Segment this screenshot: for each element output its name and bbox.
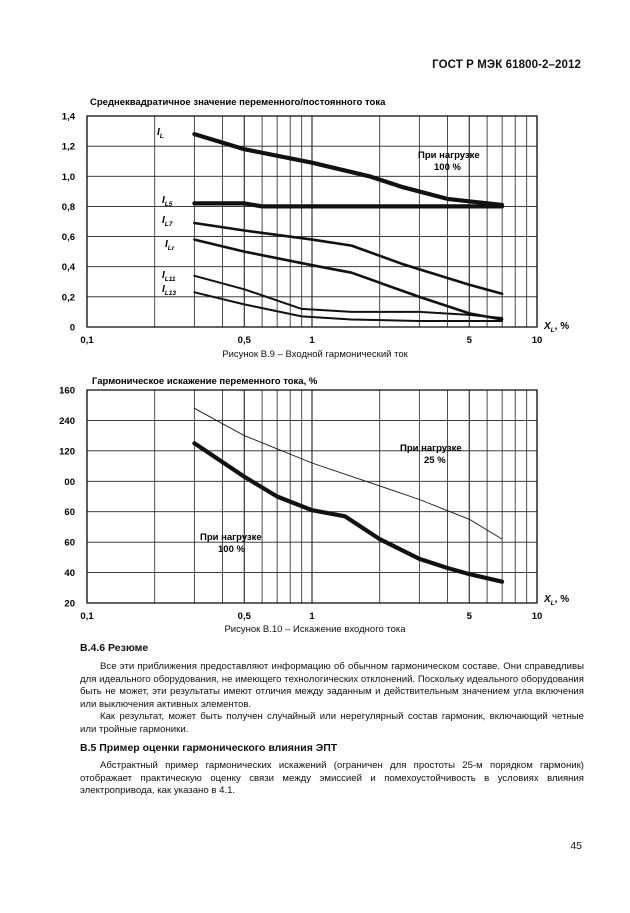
y-tick-label: 0,8 [61,201,75,213]
y-tick-label: 40 [64,568,75,580]
x-tick-label: 0,1 [80,611,94,622]
series-label-I-L11: $I_{L11}$ [162,270,176,283]
annotation-100-line-1: При нагрузке [200,532,262,543]
y-tick-label: 120 [59,446,75,458]
page-number: 45 [570,840,582,852]
x-tick-label: 0,5 [237,611,251,622]
annotation-line-1: При нагрузке [418,150,480,161]
figure-b10-caption: Рисунок B.10 – Искажение входного тока [224,624,406,635]
x-tick-label: 10 [531,335,543,346]
series-line--100- [194,443,502,581]
x-tick-label: 0,1 [80,335,94,346]
y-tick-label: 1,2 [61,141,75,153]
y-tick-label: 0 [69,322,75,334]
y-tick-label: 1,4 [61,111,75,123]
annotation-line-2: 100 % [434,162,461,173]
section-heading-b46: B.4.6 Резюме [80,642,149,654]
annotation-25-line-2: 25 % [424,455,446,466]
paragraph: Как результат, может быть получен случайный или нерегулярный состав гармоник, включающий четные или тройные гармоники. [80,711,584,735]
x-tick-label: 0,5 [237,335,251,346]
annotation-100-line-2: 100 % [218,544,245,555]
x-axis-label: $X_L$, % [544,594,570,607]
y-tick-label: 00 [64,476,75,488]
y-tick-label: 1,0 [61,171,75,183]
chart-title: Среднеквадратичное значение переменного/постоянного тока [90,97,386,108]
y-tick-label: 240 [59,415,75,427]
x-tick-label: 5 [466,611,472,622]
y-tick-label: 0,4 [61,262,75,274]
y-tick-label: 0,6 [61,232,75,244]
paragraph: Абстрактный пример гармонических искажений (ограничен для простоты 25-м порядком гармоник) отображает практическую оценку связи между эмиссией и помехоустойчивость в условиях влияния электропривода, как указано в 4.1. [80,760,584,797]
annotation-25-line-1: При нагрузке [400,443,462,454]
series-label-I-L5: $I_{L5}$ [162,195,173,208]
series-label-I-L13: $I_{L13}$ [162,284,176,297]
paragraph: Все эти приближения предоставляют информацию об обычном гармоническом составе. Они справедливы для идеального оборудования, не имеющего технологических отклонений. Поскольку идеального оборудования быть не может, эти результаты имеют отличия между заданным и действительным значением угла включения или выключения активных элементов. [80,661,584,710]
series-label-I-Lr: $I_{Lr}$ [165,239,175,252]
x-tick-label: 1 [309,611,315,622]
document-header: ГОСТ Р МЭК 61800-2–2012 [432,59,581,71]
y-tick-label: 160 [59,385,75,397]
x-tick-label: 5 [466,335,472,346]
series-label-I-L7: $I_{L7}$ [162,215,173,228]
y-tick-label: 0,2 [61,292,75,304]
x-tick-label: 1 [309,335,315,346]
x-tick-label: 10 [531,611,543,622]
x-axis-label: $X_L$, % [544,321,570,334]
y-tick-label: 20 [64,598,75,610]
y-tick-label: 60 [64,507,75,519]
series-label-I-L: $I_L$ [157,127,164,140]
section-heading-b5: B.5 Пример оценки гармонического влияния ЭПТ [80,742,338,754]
chart-title: Гармоническое искажение переменного тока, % [92,376,318,387]
y-tick-label: 60 [64,537,75,549]
figure-b9-caption: Рисунок B.9 – Входной гармонический ток [222,349,408,360]
